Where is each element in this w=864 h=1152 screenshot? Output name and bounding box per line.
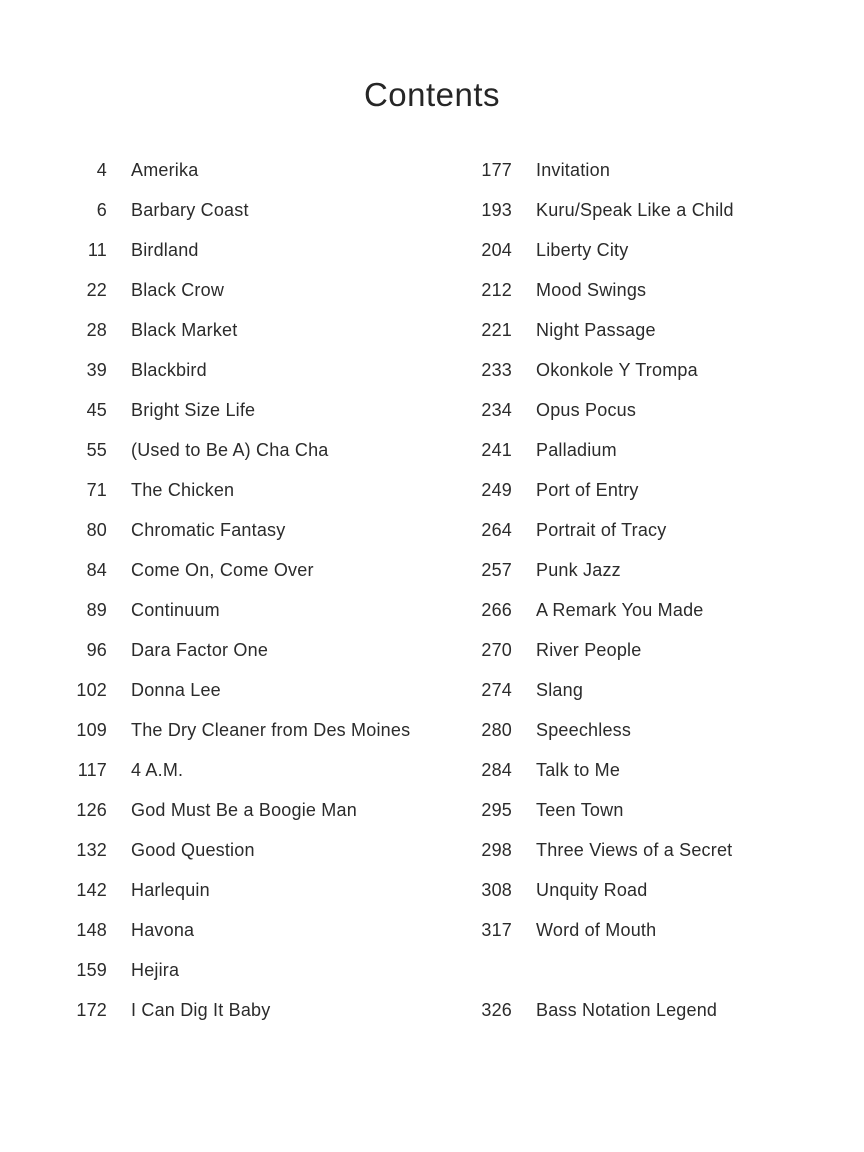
entry-title: Birdland: [131, 239, 199, 260]
page-number: 212: [481, 279, 512, 300]
page-number: 80: [86, 519, 107, 540]
page-number: 204: [481, 239, 512, 260]
entry-title: God Must Be a Boogie Man: [131, 799, 357, 820]
page-number: 172: [76, 999, 107, 1020]
toc-entry: [442, 910, 822, 950]
page-number: 71: [86, 479, 107, 500]
entry-title: Three Views of a Secret: [536, 839, 733, 860]
page-number: 264: [481, 519, 512, 540]
toc-entry: [37, 350, 417, 390]
page-number: 317: [481, 919, 512, 940]
page-number: 241: [481, 439, 512, 460]
entry-title: Havona: [131, 919, 195, 940]
entry-title: Liberty City: [536, 239, 629, 260]
page-number: 117: [77, 759, 107, 780]
toc-entry: [37, 470, 417, 510]
entry-title: Kuru/Speak Like a Child: [536, 199, 734, 220]
entry-title: Palladium: [536, 439, 617, 460]
page-number: 84: [86, 559, 107, 580]
toc-entry: [442, 590, 822, 630]
toc-entry: [442, 310, 822, 350]
page-number: 22: [86, 279, 107, 300]
toc-entry: [37, 670, 417, 710]
entry-title: Donna Lee: [131, 679, 221, 700]
toc-entry: [37, 270, 417, 310]
page-number: 284: [481, 759, 512, 780]
page-number: 308: [481, 879, 512, 900]
toc-entry: [37, 510, 417, 550]
toc-entry: [442, 230, 822, 270]
entry-title: Night Passage: [536, 319, 656, 340]
toc-entry: [442, 470, 822, 510]
entry-title: Slang: [536, 679, 584, 700]
toc-entry: [37, 990, 417, 1030]
entry-title: Barbary Coast: [131, 199, 249, 220]
entry-title: Invitation: [536, 159, 611, 180]
page-number: 234: [481, 399, 512, 420]
toc-entry: [37, 830, 417, 870]
page-number: 102: [76, 679, 107, 700]
toc-entry: [442, 350, 822, 390]
toc-entry: [442, 790, 822, 830]
toc-entry: [442, 710, 822, 750]
page-number: 177: [481, 159, 512, 180]
page-number: 6: [96, 199, 107, 220]
entry-title: Speechless: [536, 719, 632, 740]
entry-title: Punk Jazz: [536, 559, 621, 580]
page-number: 109: [76, 719, 107, 740]
page-number: 257: [481, 559, 512, 580]
page-number: 39: [86, 359, 107, 380]
legend-entry: [442, 990, 822, 1030]
toc-entry: [442, 750, 822, 790]
page-number: 11: [87, 239, 107, 260]
toc-entry: [442, 150, 822, 190]
toc-entry: [442, 830, 822, 870]
entry-title: Unquity Road: [536, 879, 648, 900]
toc-entry: [37, 590, 417, 630]
page-number: 193: [481, 199, 512, 220]
entry-title: Blackbird: [131, 359, 207, 380]
page-number: 126: [76, 799, 107, 820]
page-number: 280: [481, 719, 512, 740]
toc-left-column: [37, 150, 417, 1030]
entry-title: Portrait of Tracy: [536, 519, 667, 540]
page-number: 233: [481, 359, 512, 380]
toc-entry: [37, 710, 417, 750]
entry-title: Talk to Me: [536, 759, 621, 780]
entry-title: Opus Pocus: [536, 399, 637, 420]
page-number: 221: [481, 319, 512, 340]
page-number: 28: [86, 319, 107, 340]
entry-title: Teen Town: [536, 799, 624, 820]
entry-title: Mood Swings: [536, 279, 647, 300]
toc-entry: [37, 390, 417, 430]
entry-title: Black Market: [131, 319, 238, 340]
toc-entry: [37, 550, 417, 590]
toc-entry: [442, 870, 822, 910]
page-number: 159: [76, 959, 107, 980]
entry-title: Come On, Come Over: [131, 559, 314, 580]
entry-title: Port of Entry: [536, 479, 639, 500]
toc-entry: [37, 790, 417, 830]
toc-entry: [37, 310, 417, 350]
toc-entry: [442, 190, 822, 230]
toc-entry: [37, 430, 417, 470]
toc-entry: [37, 950, 417, 990]
page-number: 132: [76, 839, 107, 860]
entry-title: I Can Dig It Baby: [131, 999, 271, 1020]
page-number: 4: [96, 159, 107, 180]
page-number: 96: [86, 639, 107, 660]
toc-entry: [442, 630, 822, 670]
toc-entry: [442, 670, 822, 710]
page-number: 142: [76, 879, 107, 900]
entry-title: A Remark You Made: [536, 599, 704, 620]
page-number: 295: [481, 799, 512, 820]
entry-title: Hejira: [131, 959, 180, 980]
page-number: 274: [481, 679, 512, 700]
page-number: 270: [481, 639, 512, 660]
entry-title: Amerika: [131, 159, 199, 180]
entry-title: Good Question: [131, 839, 255, 860]
page-number: 326: [481, 999, 512, 1020]
entry-title: Word of Mouth: [536, 919, 657, 940]
toc-entry: [442, 510, 822, 550]
toc-entry: [442, 430, 822, 470]
toc-entry: [37, 230, 417, 270]
toc-right-column: [442, 150, 822, 950]
toc-entry: [37, 750, 417, 790]
entry-title: River People: [536, 639, 642, 660]
entry-title: Continuum: [131, 599, 220, 620]
toc-entry: [442, 550, 822, 590]
toc-entry: [442, 270, 822, 310]
entry-title: The Dry Cleaner from Des Moines: [131, 719, 411, 740]
toc-entry: [37, 870, 417, 910]
entry-title: Bass Notation Legend: [536, 999, 718, 1020]
toc-entry: [37, 630, 417, 670]
page-number: 148: [76, 919, 107, 940]
page-number: 249: [481, 479, 512, 500]
page-number: 89: [86, 599, 107, 620]
entry-title: The Chicken: [131, 479, 235, 500]
entry-title: Dara Factor One: [131, 639, 269, 660]
entry-title: Okonkole Y Trompa: [536, 359, 698, 380]
toc-entry: [37, 910, 417, 950]
entry-title: Black Crow: [131, 279, 225, 300]
page-number: 298: [481, 839, 512, 860]
entry-title: (Used to Be A) Cha Cha: [131, 439, 329, 460]
page-number: 45: [86, 399, 107, 420]
toc-entry: [442, 390, 822, 430]
entry-title: Chromatic Fantasy: [131, 519, 286, 540]
entry-title: Harlequin: [131, 879, 210, 900]
entry-title: 4 A.M.: [131, 759, 184, 780]
entry-title: Bright Size Life: [131, 399, 256, 420]
page-number: 55: [86, 439, 107, 460]
toc-entry: [37, 190, 417, 230]
page-number: 266: [481, 599, 512, 620]
toc-entry: [37, 150, 417, 190]
page-title: Contents: [363, 76, 501, 113]
